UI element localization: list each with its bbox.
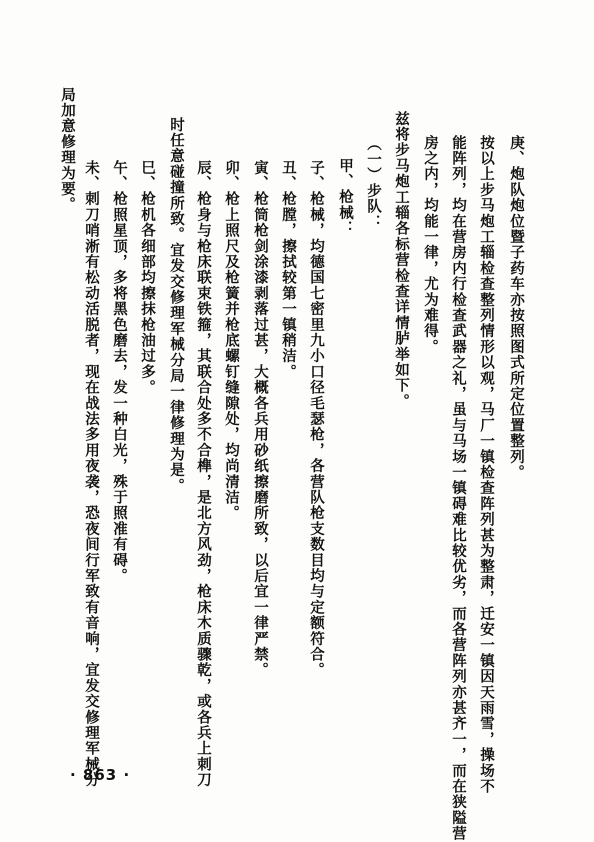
text-column-9: 丑、枪膛，擦拭较第一镇稍洁。 xyxy=(280,160,297,380)
text-column-3: 能阵列，均在营房内行检查武器之礼，虽与马场一镇碍难比较优劣，而各营阵列亦甚齐一，而在狭隘营 xyxy=(450,135,467,842)
text-column-15: 午、枪照星顶，多将黑色磨去，发一种白光，殊于照准有碍。 xyxy=(111,160,128,584)
text-column-11: 卯、枪上照尺及枪簧并枪底螺钉缝隙处，均尚清洁。 xyxy=(223,160,240,522)
text-column-6: （一）步队： xyxy=(365,136,382,231)
text-column-17: 局加意修理为要。 xyxy=(59,87,76,213)
text-column-5: 兹将步马炮工辎各标营检查详情胪举如下。 xyxy=(393,111,410,410)
text-column-14: 巳、枪机各细部均擦抹枪油过多。 xyxy=(139,160,156,396)
text-column-10: 寅、枪筒枪剑涂漆剥落过甚，大概各兵用砂纸擦磨所致，以后宜一律严禁。 xyxy=(252,160,269,679)
text-column-7: 甲、枪械： xyxy=(337,158,354,237)
text-column-13: 时任意碰撞所致。宜发交修理军械分局一律修理为是。 xyxy=(168,117,185,494)
text-column-2: 按以上步马炮工辎检查整列情形以观，马厂一镇检查阵列甚为整肃，迁安一镇因天雨雪，操场不 xyxy=(478,135,495,795)
text-column-16: 未、刺刀哨淅有松动活脱者，现在战法多用夜袭，恐夜间行军致有音响，宜发交修理军械分 xyxy=(83,160,100,788)
text-column-4: 房之内，均能一律，尤为难得。 xyxy=(422,135,439,355)
text-column-8: 子、枪械，均德国七密里九小口径毛瑟枪，各营队枪支数目均与定额符合。 xyxy=(308,160,325,679)
text-column-12: 辰、枪身与枪床联束铁箍，其联合处多不合榫，是北方风劲，枪床木质骤乾，或各兵上刺刀 xyxy=(195,160,212,788)
text-column-1: 庚、炮队炮位暨子药车亦按照图式所定位置整列。 xyxy=(508,135,525,481)
page-number: · 863 · xyxy=(70,766,131,784)
